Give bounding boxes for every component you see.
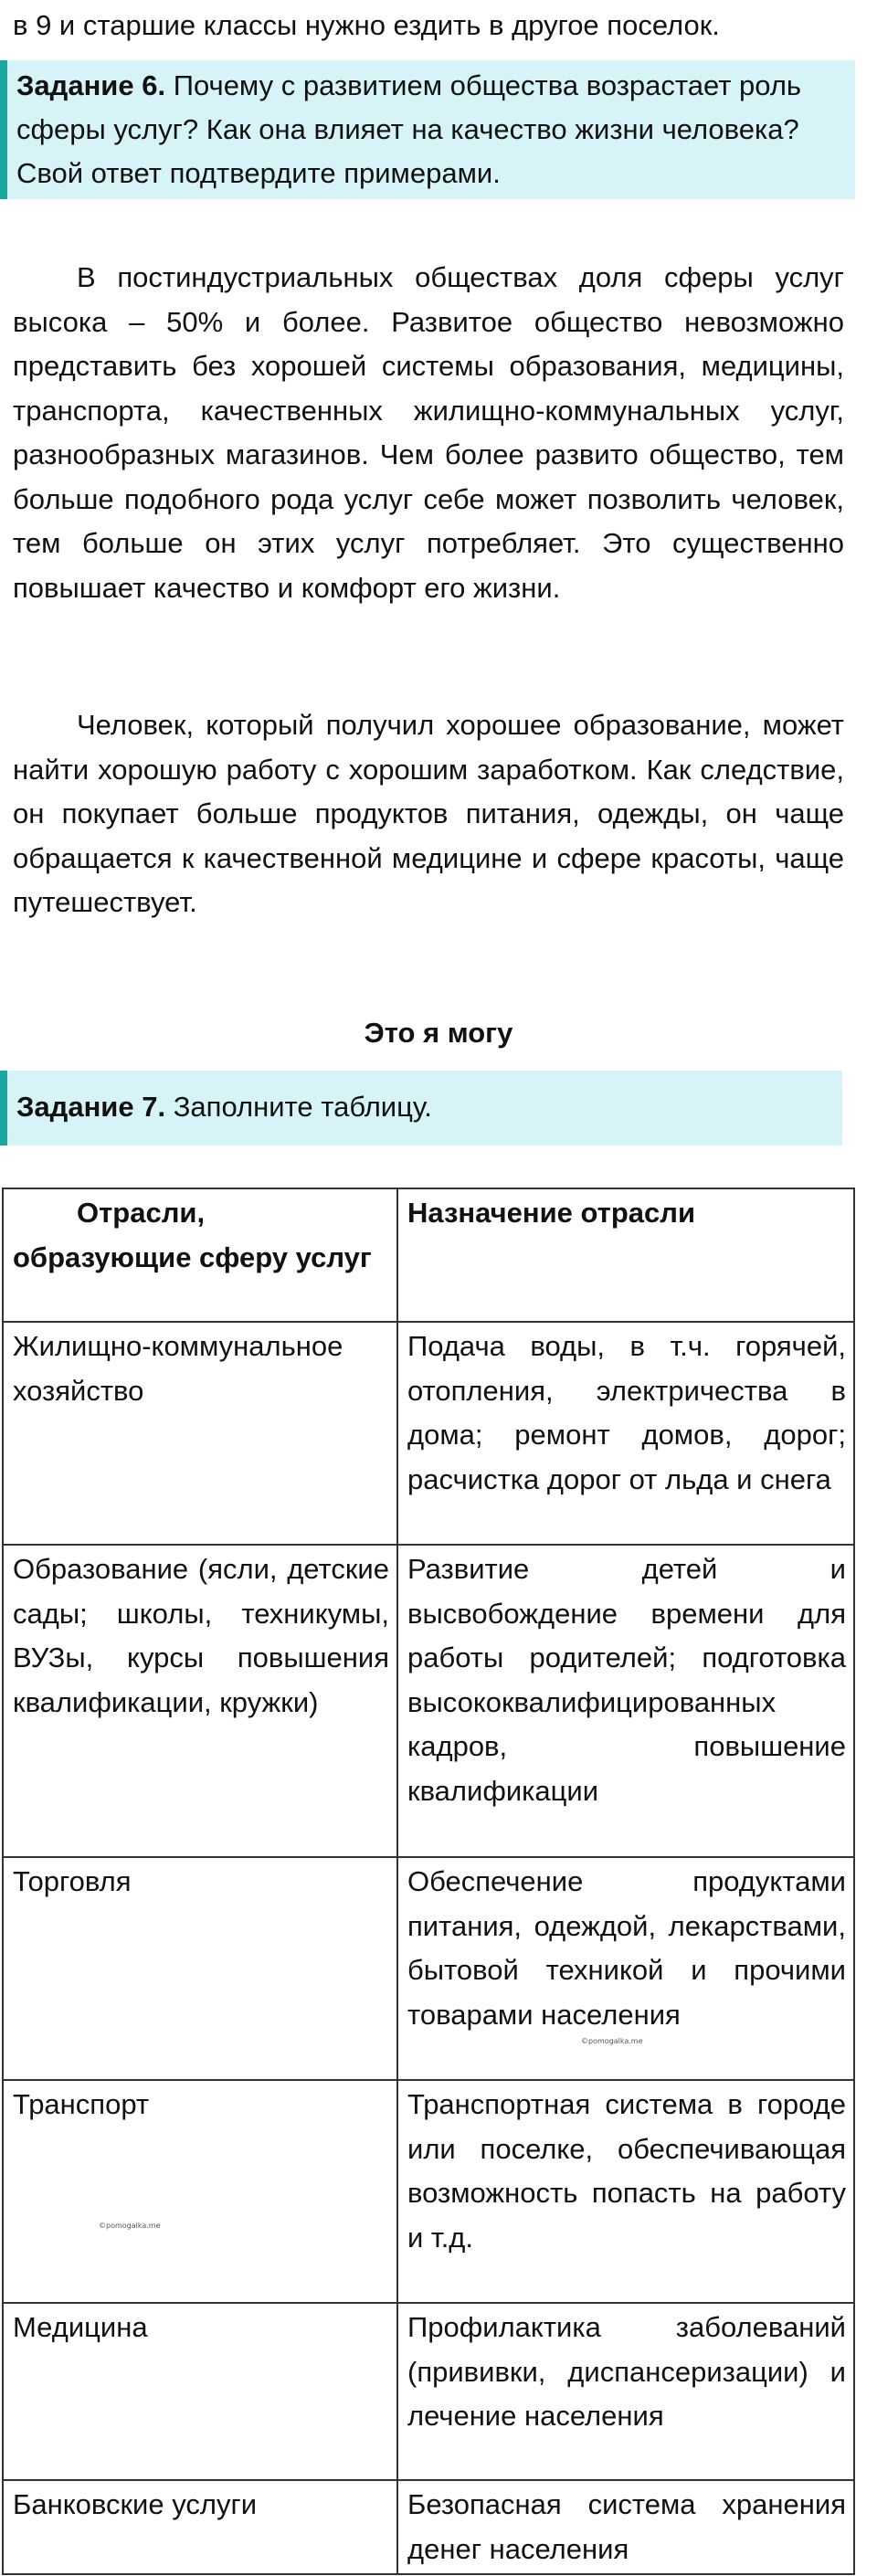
- industry-cell: Образование (ясли, детские сады; школы, техникумы, ВУЗы, курсы повышения квалификации, кружки): [3, 1545, 397, 1857]
- answer-paragraph-2: Человек, который получил хорошее образование, может найти хорошую работу с хорошим заработком. Как следствие, он покупает больше продуктов питания, одежды, он чаще обращается к качественной медицине и сфере красоты, чаще путешествует.: [13, 709, 844, 918]
- purpose-cell: Профилактика заболеваний (прививки, диспансеризации) и лечение населения: [397, 2303, 854, 2480]
- header-industries: Отрасли, образующие сферу услуг: [3, 1188, 397, 1322]
- industry-cell: Торговля: [3, 1857, 397, 2080]
- table-row: [3, 2080, 854, 2303]
- purpose-cell: Подача воды, в т.ч. горячей, отопления, электричества в дома; ремонт домов, дорог; расчистка дорог от льда и снега: [397, 1322, 854, 1545]
- task-6-label: Задание 6.: [16, 69, 166, 101]
- table-row: [3, 2480, 854, 2574]
- table-row: [3, 2303, 854, 2480]
- industry-cell: Транспорт: [3, 2080, 397, 2303]
- previous-text-line: в 9 и старшие классы нужно ездить в другое поселок.: [13, 9, 720, 41]
- task-7-label: Задание 7.: [16, 1091, 166, 1123]
- watermark-text: ©pomogalka.me: [581, 2037, 643, 2045]
- table-row: [3, 1545, 854, 1857]
- industry-cell: Банковские услуги: [3, 2480, 397, 2574]
- header-purpose: Назначение отрасли: [397, 1188, 854, 1322]
- purpose-cell: Безопасная система хранения денег населения: [397, 2480, 854, 2574]
- purpose-cell: Обеспечение продуктами питания, одеждой, лекарствами, бытовой техникой и прочими товарами населения: [397, 1857, 854, 2080]
- section-heading: Это я могу: [364, 1017, 513, 1049]
- services-table: [2, 1188, 855, 2575]
- watermark-text: ©pomogalka.me: [99, 2222, 161, 2230]
- task-6-box: [0, 60, 855, 199]
- answer-paragraph-1: В постиндустриальных обществах доля сферы услуг высока – 50% и более. Развитое общество невозможно представить без хорошей системы образования, медицины, транспорта, качественных жилищно-коммунальных услуг, разнообразных магазинов. Чем более развито общество, тем больше подобного рода услуг себе может позволить человек, тем больше он этих услуг потребляет. Это существенно повышает качество и комфорт его жизни.: [13, 261, 844, 604]
- task-6-text: Почему с развитием общества возрастает роль сферы услуг? Как она влияет на качество жизни человека? Свой ответ подтвердите примерами.: [16, 69, 802, 189]
- industry-cell: Медицина: [3, 2303, 397, 2480]
- table-header-row: [3, 1188, 854, 1322]
- task-7-box: [0, 1071, 842, 1145]
- purpose-cell: Транспортная система в городе или поселке, обеспечивающая возможность попасть на работу и т.д.: [397, 2080, 854, 2303]
- purpose-cell: Развитие детей и высвобождение времени для работы родителей; подготовка высококвалифицированных кадров, повышение квалификации: [397, 1545, 854, 1857]
- table-row: [3, 1322, 854, 1545]
- industry-cell: Жилищно-коммунальное хозяйство: [3, 1322, 397, 1545]
- table-row: [3, 1857, 854, 2080]
- task-7-text: Заполните таблицу.: [173, 1091, 432, 1123]
